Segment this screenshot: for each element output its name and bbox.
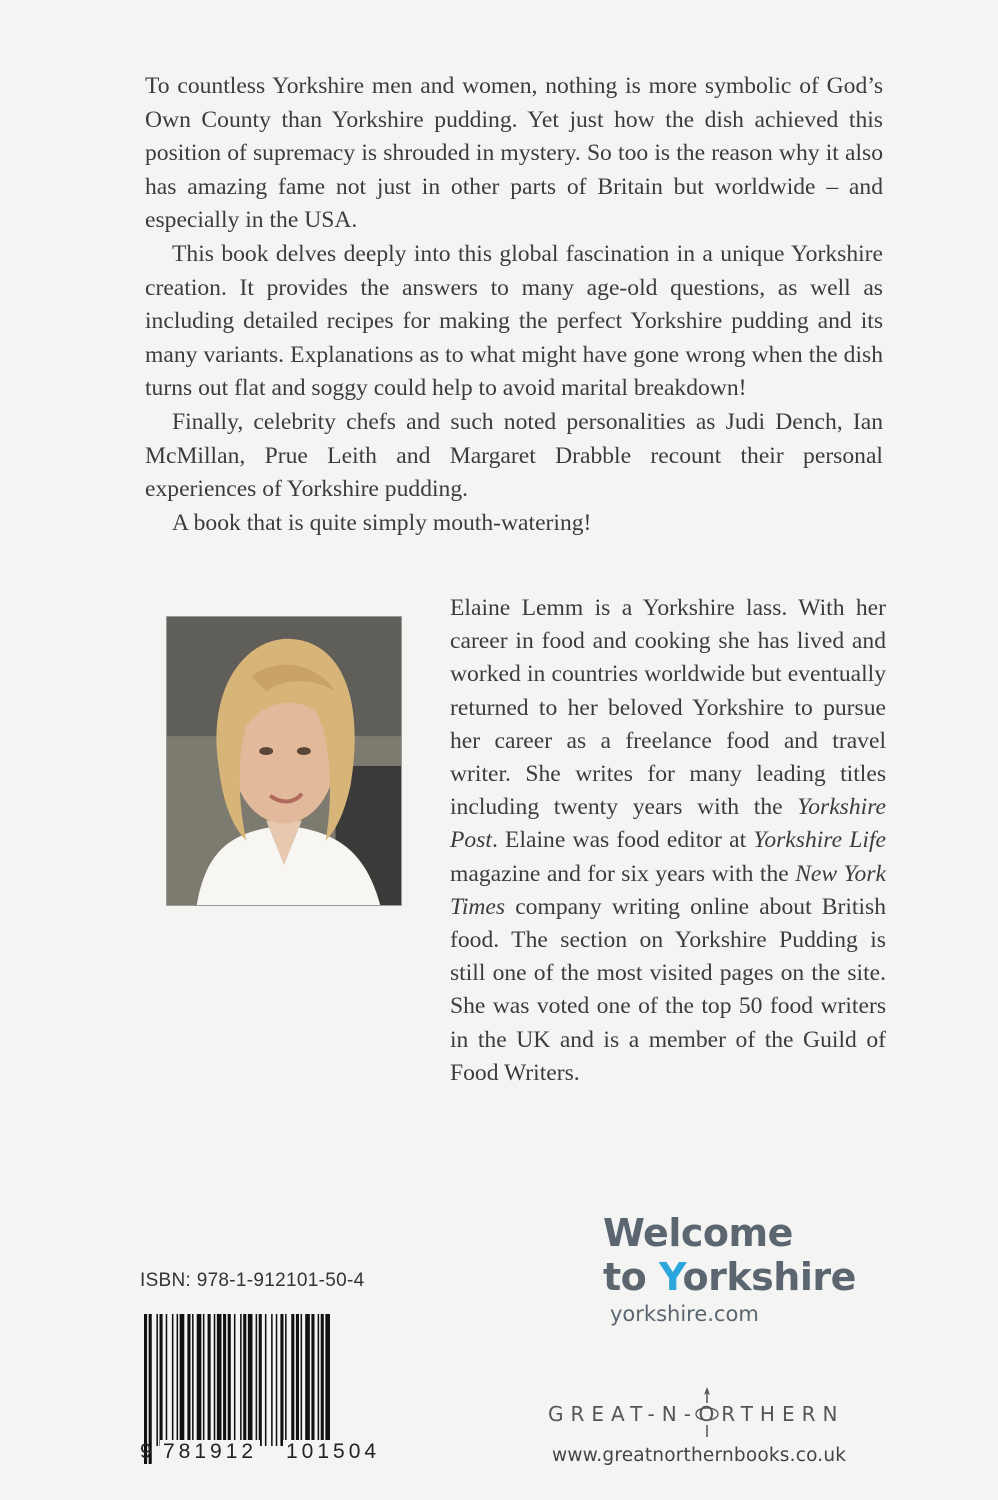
barcode-bar [156,1314,158,1446]
barcode-bar [296,1314,299,1446]
barcode-bar [228,1314,231,1446]
barcode-bar [276,1314,278,1446]
barcode-bar [217,1314,222,1446]
bio-italic-yorkshire-life: Yorkshire Life [753,827,886,854]
bio-text-1: Elaine Lemm is a Yorkshire lass. With her career in food and cooking she has lived and worked in countries worldwide but eventually returned to her beloved Yorkshire to pursue her career as a freelance food and travel writer. She writes for many leading titles including twenty years with the [450,595,886,821]
barcode-bar [160,1314,163,1446]
blurb-paragraph-1: To countless Yorkshire men and women, nothing is more symbolic of God’s Own County than Yorkshire pudding. Yet just how the dish achieved this position of supremacy is shrouded in mystery. So too is the reason why it also has amazing fame not just in other parts of Britain but worldwide – and especially in the USA. [145,73,883,234]
isbn-label: ISBN: 978-1-912101-50-4 [140,1270,365,1291]
barcode-bar [197,1314,202,1446]
barcode-bar [177,1314,179,1446]
barcode-bar [301,1314,303,1446]
barcode-bar [318,1314,320,1446]
barcode-bar [280,1314,283,1446]
author-bio [450,592,886,1090]
barcode-bar [291,1314,294,1446]
barcode-first-digit: 9 [140,1440,152,1463]
publisher-name-great: GREAT [548,1402,648,1426]
barcode-bar [305,1314,310,1446]
blurb-paragraph-3: Finally, celebrity chefs and such noted personalities as Judi Dench, Ian McMillan, Prue Leith and Margaret Drabble recount their personal experiences of Yorkshire pudding. [145,408,883,503]
barcode-bar [223,1314,226,1446]
barcode-bar [311,1314,314,1446]
barcode-bar [166,1314,168,1446]
barcode-bar [265,1314,267,1446]
barcode-bar [234,1314,236,1446]
barcode-bar [203,1314,205,1446]
barcode-right-group: 101504 [283,1440,383,1464]
blurb-paragraph-2: This book delves deeply into this global fascination in a unique Yorkshire creation. It provides the answers to many age-old questions, as well as including detailed recipes for making the perfect Yorkshire pudding and its many variants. Explanations as to what might have gone wrong when the dish turns out flat and soggy could help to avoid marital breakdown! [145,240,883,402]
publisher-name-n: N [661,1402,684,1426]
welcome-logo-y: Y [659,1255,683,1299]
author-portrait-illustration [167,617,401,905]
welcome-logo-line1: Welcome [603,1211,793,1255]
bio-italic-yorkshire-post: Yorkshire Post [450,794,886,854]
barcode-bar [271,1314,273,1446]
barcode-bar [192,1314,194,1446]
barcode-bar [256,1314,258,1446]
back-cover-blurb [145,70,883,540]
barcode-bar [172,1314,174,1446]
barcode-left-group: 781912 [160,1440,260,1464]
barcode-bar [187,1314,190,1446]
barcode-bar [321,1314,324,1446]
barcode-bar [208,1314,211,1446]
barcode-bar [285,1314,287,1446]
bio-text-2: . Elaine was food editor at [491,827,754,854]
bio-italic-new-york-times: New York Times [450,860,886,920]
publisher-name-orthern: ORTHERN [698,1402,845,1426]
blurb-paragraph-4: A book that is quite simply mouth-watering! [172,509,592,536]
bio-text-4: company writing online about British food. The section on Yorkshire Pudding is still one of the most visited pages on the site. She was voted one of the top 50 food writers in the UK and is a member of the Guild of Food Writers. [450,893,886,1086]
welcome-to-yorkshire-logo [603,1211,856,1299]
barcode-bar [259,1314,262,1446]
great-northern-logo: GREAT-N-ORTHERN [548,1402,845,1426]
author-photo [166,616,402,906]
barcode-bar [248,1314,253,1446]
barcode-bar [214,1314,216,1446]
barcode-digits [140,1440,410,1470]
publisher-url: www.greatnorthernbooks.co.uk [552,1445,847,1466]
welcome-logo-orkshire: orkshire [682,1255,856,1299]
welcome-logo-to: to [603,1255,660,1299]
yorkshire-url: yorkshire.com [610,1302,759,1326]
barcode-bar [180,1314,185,1446]
barcode-bar [325,1314,330,1446]
bio-text-3: magazine and for six years with the [450,860,796,887]
welcome-logo-line2 [603,1255,856,1299]
